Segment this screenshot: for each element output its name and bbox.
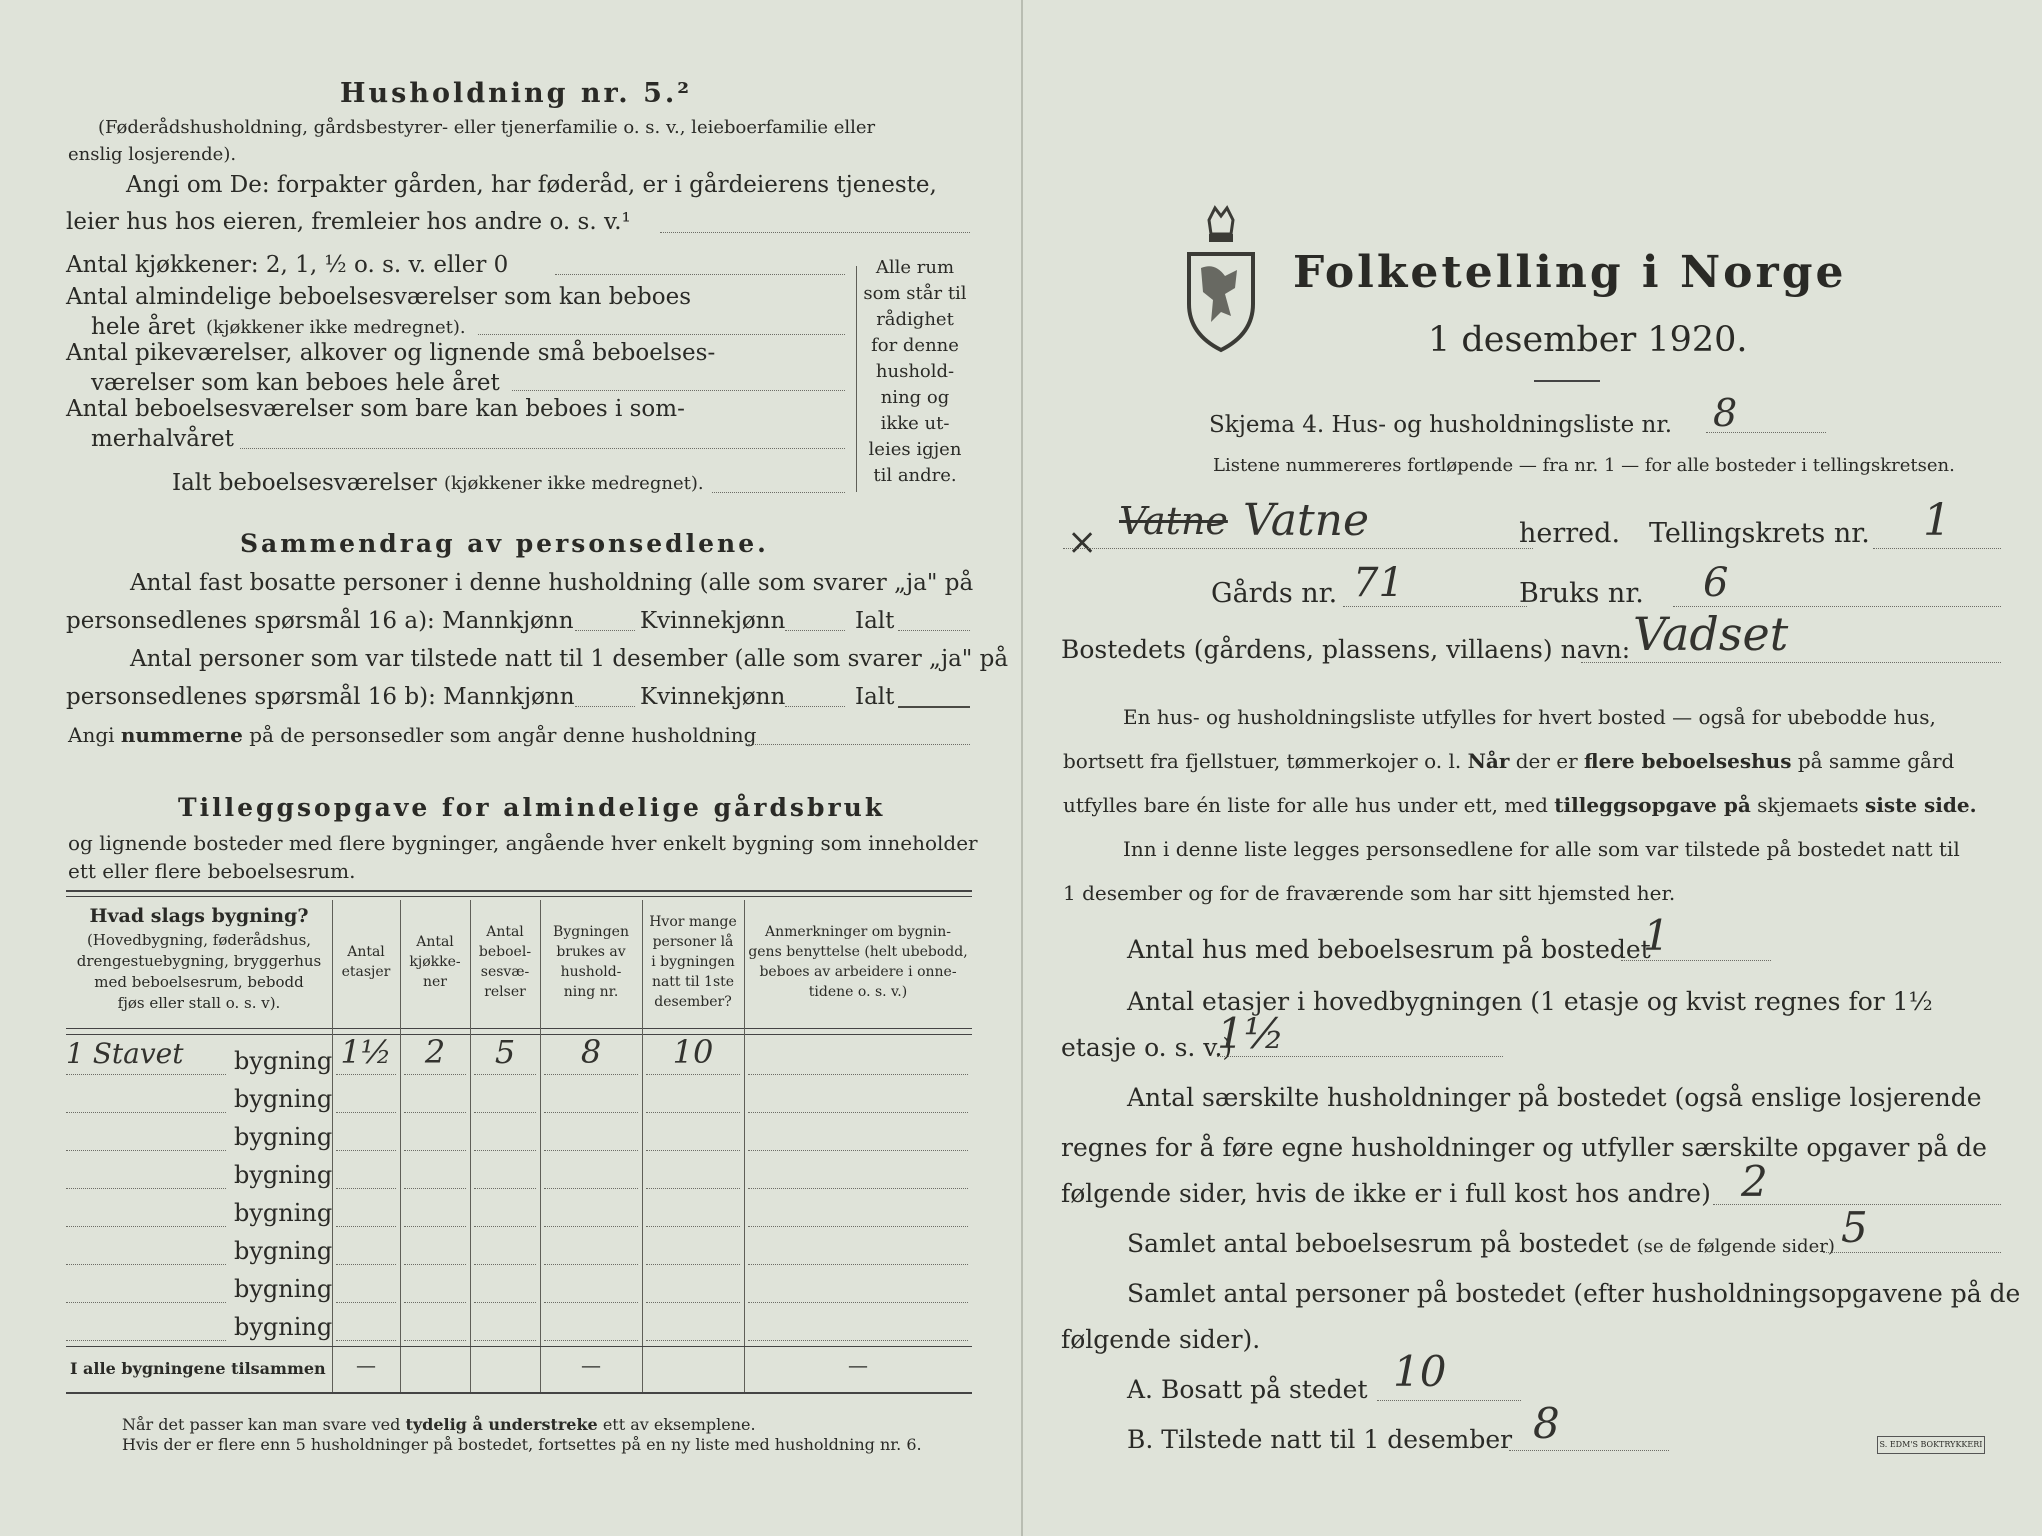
table-row-name-line[interactable]: [66, 1264, 226, 1265]
instruction-3-bold-2: siste side.: [1864, 793, 1977, 817]
table-cell-line: [544, 1340, 638, 1341]
present-total-label: Ialt: [855, 684, 895, 710]
houses-line: [1621, 960, 1771, 961]
floors-question-2: etasje o. s. v.): [1061, 1033, 1233, 1062]
schema-number[interactable]: 8: [1713, 391, 1738, 435]
person-numbers-post: på de personsedler som angår denne husholdning: [249, 723, 757, 747]
summer-rooms-question-2: merhalvåret: [91, 426, 234, 452]
present-line: [1509, 1450, 1669, 1451]
census-date: 1 desember 1920.: [1428, 320, 1748, 360]
households-question-3: følgende sider, hvis de ikke er i full kost hos andre): [1061, 1179, 1711, 1208]
table-cell-line: [404, 1074, 466, 1075]
side-note-line: Alle rum: [875, 257, 955, 278]
bosted-value[interactable]: Vadset: [1633, 607, 1789, 661]
instruction-3-pre: utfylles bare én liste for alle hus under ett, med: [1063, 793, 1548, 817]
norway-coat-of-arms-icon: [1181, 204, 1261, 354]
table-head-column-6: tidene o. s. v.): [808, 984, 908, 1000]
person-numbers-question: [68, 724, 756, 747]
table-top-rule-2: [66, 896, 972, 897]
present-value[interactable]: 8: [1533, 1399, 1560, 1448]
table-row-building-word: bygning: [234, 1047, 333, 1075]
table-head-column-6: Anmerkninger om bygnin-: [765, 924, 951, 940]
table-head-column-4: ning nr.: [563, 984, 619, 1000]
table-head-column-3: beboel-: [478, 944, 532, 960]
table-head-building-type-note: drengestuebygning, bryggerhus: [76, 952, 322, 970]
table-cell-line: [404, 1264, 466, 1265]
kitchens-question: Antal kjøkkener: 2, 1, ½ o. s. v. eller 0: [66, 252, 509, 278]
footnote-1-bold: tydelig å understreke: [405, 1415, 598, 1434]
small-rooms-answer-line[interactable]: [512, 390, 845, 391]
households-question-2: regnes for å føre egne husholdninger og utfyller særskilte opgaver på de: [1061, 1133, 1987, 1162]
table-cell-line: [646, 1150, 740, 1151]
table-head-column-1: etasjer: [341, 964, 391, 980]
rooms-line: [1823, 1252, 2001, 1253]
table-cell-line: [646, 1074, 740, 1075]
table-head-column-5: desember?: [654, 994, 732, 1010]
instruction-5: 1 desember og for de fraværende som har sitt hjemsted her.: [1063, 881, 1676, 905]
table-head-column-4: Bygningen: [553, 924, 629, 940]
census-title: Folketelling i Norge: [1293, 247, 1847, 298]
table-cell-line: [474, 1302, 536, 1303]
side-note-line: rådighet: [876, 309, 954, 330]
table-head-column-2: kjøkke-: [409, 954, 461, 970]
table-head-column-4: brukes av: [556, 944, 626, 960]
table-head-building-type-note: med beboelsesrum, bebodd: [94, 973, 304, 991]
tellingskrets-label: Tellingskrets nr.: [1649, 518, 1870, 549]
kitchens-answer-line[interactable]: [555, 274, 845, 275]
herred-value[interactable]: Vatne: [1243, 495, 1370, 546]
table-cell-line: [646, 1340, 740, 1341]
rooms-question: [1127, 1230, 1835, 1259]
table-cell-line: [748, 1226, 968, 1227]
floors-line: [1217, 1056, 1503, 1057]
resident-total-line[interactable]: [898, 630, 970, 631]
instruction-2-post: på samme gård: [1797, 749, 1955, 773]
rooms-question-text: Samlet antal beboelsesrum på bostedet: [1127, 1229, 1629, 1258]
table-cell-line: [544, 1150, 638, 1151]
supplement-text-2: ett eller flere beboelsesrum.: [68, 859, 356, 883]
table-cell-line: [474, 1340, 536, 1341]
floors-question-1: Antal etasjer i hovedbygningen (1 etasje og kvist regnes for 1½: [1127, 987, 1933, 1016]
herred-line: [1063, 548, 1533, 549]
table-cell-line: [336, 1150, 396, 1151]
houses-value[interactable]: 1: [1643, 911, 1670, 960]
rooms-year-question-2: hele året: [91, 314, 196, 340]
herred-cross-mark: ×: [1067, 522, 1098, 563]
tellingskrets-line: [1873, 548, 2001, 549]
person-numbers-line[interactable]: [748, 744, 970, 745]
households-value[interactable]: 2: [1741, 1157, 1768, 1206]
bruks-label: Bruks nr.: [1519, 578, 1644, 609]
rooms-year-note: (kjøkkener ikke medregnet).: [206, 317, 466, 338]
footnote-1: [122, 1416, 756, 1434]
side-note-line: til andre.: [873, 465, 957, 486]
side-note-line: ikke ut-: [880, 413, 950, 434]
table-cell-personer[interactable]: 10: [672, 1033, 714, 1071]
table-cell-line: [336, 1188, 396, 1189]
small-rooms-question-2: værelser som kan beboes hele året: [91, 370, 500, 396]
present-female-line[interactable]: [785, 706, 845, 707]
table-row-name-line[interactable]: [66, 1112, 226, 1113]
table-cell-line: [646, 1226, 740, 1227]
table-cell-line: [336, 1264, 396, 1265]
table-total-label: I alle bygningene tilsammen: [70, 1359, 326, 1378]
instruction-3: [1063, 794, 1977, 817]
rooms-year-answer-line[interactable]: [478, 334, 845, 335]
total-rooms-question: Ialt beboelsesværelser: [172, 470, 437, 496]
persons-question-2: følgende sider).: [1061, 1325, 1261, 1354]
table-cell-line: [474, 1112, 536, 1113]
footnote-1-post: ett av eksemplene.: [602, 1415, 756, 1434]
side-note-line: som står til: [863, 283, 967, 304]
table-cell-line: [404, 1340, 466, 1341]
table-row-building-word: bygning: [234, 1199, 333, 1227]
houses-question: Antal hus med beboelsesrum på bostedet: [1127, 935, 1651, 964]
table-row-name-line[interactable]: [66, 1074, 226, 1075]
table-row-building-word: bygning: [234, 1275, 333, 1303]
resident-total-label: Ialt: [855, 608, 895, 634]
footnote-1-pre: Når det passer kan man svare ved: [122, 1415, 401, 1434]
instruction-3-mid: skjemaets: [1757, 793, 1859, 817]
summary-title: Sammendrag av personsedlene.: [240, 529, 769, 558]
table-cell-line: [544, 1074, 638, 1075]
table-cell-line: [748, 1188, 968, 1189]
table-cell-line: [544, 1264, 638, 1265]
tellingskrets-value[interactable]: 1: [1923, 495, 1951, 546]
table-cell-line: [544, 1226, 638, 1227]
table-head-column-3: sesvæ-: [480, 964, 530, 980]
bruks-value[interactable]: 6: [1703, 560, 1729, 606]
printer-stamp: S. EDM'S BOKTRYKKERI: [1877, 1436, 1985, 1454]
table-total-dash: —: [848, 1353, 868, 1377]
table-cell-line: [474, 1264, 536, 1265]
table-cell-line: [336, 1112, 396, 1113]
table-cell-kjokkener[interactable]: 2: [424, 1033, 446, 1071]
table-total-rule: [66, 1346, 972, 1347]
total-rooms-note: (kjøkkener ikke medregnet).: [444, 473, 704, 494]
herred-struck-word: Vatne: [1119, 499, 1228, 543]
title-divider: [1534, 380, 1600, 382]
table-head-column-2: ner: [423, 974, 447, 990]
table-row-building-word: bygning: [234, 1313, 333, 1341]
table-cell-line: [404, 1226, 466, 1227]
instruction-2-mid: der er: [1515, 749, 1578, 773]
table-row-name-line[interactable]: [66, 1302, 226, 1303]
table-cell-line: [404, 1112, 466, 1113]
table-cell-etasjer[interactable]: 1½: [340, 1033, 392, 1071]
table-head-building-type-note: (Hovedbygning, føderådshus,: [86, 931, 312, 949]
table-head-column-4: hushold-: [560, 964, 622, 980]
present-question-1: Antal personer som var tilstede natt til 1 desember (alle som svarer „ja" på: [130, 646, 1009, 672]
table-cell-line: [646, 1188, 740, 1189]
table-cell-line: [748, 1074, 968, 1075]
table-cell-line: [748, 1264, 968, 1265]
instruction-2-pre: bortsett fra fjellstuer, tømmerkojer o. l.: [1063, 749, 1462, 773]
supplement-title: Tilleggsopgave for almindelige gårdsbruk: [178, 793, 886, 822]
tenure-answer-line[interactable]: [660, 232, 970, 233]
rooms-year-question-1: Antal almindelige beboelsesværelser som kan beboes: [66, 284, 692, 310]
tenure-question-1: Angi om De: forpakter gården, har føderåd, er i gårdeierens tjeneste,: [126, 172, 937, 198]
present-female-label: Kvinnekjønn: [640, 684, 786, 710]
table-head-column-5: personer lå: [652, 934, 734, 950]
person-numbers-pre: Angi: [68, 723, 115, 747]
table-head-column-5: natt til 1ste: [651, 974, 735, 990]
rooms-question-note: (se de følgende sider): [1636, 1236, 1835, 1257]
table-row-name-line[interactable]: [66, 1226, 226, 1227]
person-numbers-bold: nummerne: [120, 723, 243, 747]
instruction-2-bold-2: flere beboelseshus: [1584, 749, 1792, 773]
herred-label: herred.: [1519, 518, 1621, 549]
present-male-line[interactable]: [575, 706, 635, 707]
table-row-building-word: bygning: [234, 1085, 333, 1113]
table-cell-line: [474, 1150, 536, 1151]
table-row-building-word: bygning: [234, 1237, 333, 1265]
resident-question-2: personsedlenes spørsmål 16 a): Mannkjønn: [66, 608, 574, 634]
table-cell-vaerelser[interactable]: 5: [494, 1033, 516, 1071]
table-cell-line: [336, 1340, 396, 1341]
table-cell-line: [336, 1074, 396, 1075]
table-cell-line: [336, 1226, 396, 1227]
table-row-building-word: bygning: [234, 1161, 333, 1189]
schema-number-line: [1706, 432, 1826, 433]
instruction-4: Inn i denne liste legges personsedlene for alle som var tilstede på bostedet natt til: [1123, 837, 1960, 861]
total-rooms-answer-line[interactable]: [712, 492, 845, 493]
resident-value[interactable]: 10: [1393, 1347, 1447, 1396]
present-label: B. Tilstede natt til 1 desember: [1127, 1425, 1513, 1454]
table-head-column-3: relser: [484, 984, 526, 1000]
table-cell-line: [544, 1112, 638, 1113]
supplement-text-1: og lignende bosteder med flere bygninger, angående hver enkelt bygning som inneholder: [68, 831, 978, 855]
table-top-rule-1: [66, 890, 972, 892]
side-note-line: leies igjen: [868, 439, 962, 460]
resident-female-label: Kvinnekjønn: [640, 608, 786, 634]
present-total-line[interactable]: [898, 706, 970, 708]
table-cell-line: [748, 1112, 968, 1113]
table-cell-line: [544, 1188, 638, 1189]
persons-question-1: Samlet antal personer på bostedet (efter husholdningsopgavene på de: [1127, 1279, 2021, 1308]
table-cell-line: [404, 1188, 466, 1189]
resident-line: [1377, 1400, 1521, 1401]
summer-rooms-question-1: Antal beboelsesværelser som bare kan beboes i som-: [66, 396, 685, 422]
household-title: Husholdning nr. 5.²: [340, 78, 693, 109]
table-cell-line: [646, 1112, 740, 1113]
table-cell-line: [474, 1226, 536, 1227]
table-cell-line: [748, 1340, 968, 1341]
table-row-name-line[interactable]: [66, 1188, 226, 1189]
tenure-question-2: leier hus hos eieren, fremleier hos andre o. s. v.¹: [66, 209, 631, 235]
table-cell-line: [474, 1074, 536, 1075]
bosted-label: Bostedets (gårdens, plassens, villaens) navn:: [1061, 635, 1631, 664]
instruction-3-bold: tilleggsopgave på: [1554, 793, 1751, 817]
table-total-dash: —: [356, 1353, 376, 1377]
present-question-2: personsedlenes spørsmål 16 b): Mannkjønn: [66, 684, 575, 710]
households-question-1: Antal særskilte husholdninger på bostedet (også enslige losjerende: [1127, 1083, 1982, 1112]
table-row-name-line[interactable]: [66, 1150, 226, 1151]
table-head-column-3: Antal: [486, 924, 524, 940]
resident-female-line[interactable]: [785, 630, 845, 631]
rooms-value[interactable]: 5: [1841, 1203, 1868, 1252]
table-head-column-6: beboes av arbeidere i onne-: [759, 964, 957, 980]
table-head-column-1: Antal: [347, 944, 385, 960]
table-cell-line: [646, 1302, 740, 1303]
table-cell-line: [336, 1302, 396, 1303]
table-cell-husholdning[interactable]: 8: [580, 1033, 602, 1071]
numbering-note: Listene nummereres fortløpende — fra nr. 1 — for alle bosteder i tellingskretsen.: [1213, 455, 1955, 476]
table-cell-line: [404, 1150, 466, 1151]
table-head-column-5: i bygningen: [651, 954, 735, 970]
summer-rooms-answer-line[interactable]: [240, 448, 845, 449]
small-rooms-question-1: Antal pikeværelser, alkover og lignende små beboelses-: [66, 340, 716, 366]
gards-label: Gårds nr.: [1211, 578, 1338, 609]
table-cell-line: [404, 1302, 466, 1303]
footnote-2: Hvis der er flere enn 5 husholdninger på bostedet, fortsettes på en ny liste med husholdning nr. 6.: [122, 1435, 922, 1454]
bosted-line: [1581, 662, 2001, 663]
gards-line: [1343, 606, 1527, 607]
table-cell-line: [544, 1302, 638, 1303]
resident-male-line[interactable]: [575, 630, 635, 631]
table-head-column-2: Antal: [416, 934, 454, 950]
household-intro-2: enslig losjerende).: [68, 144, 237, 165]
schema-label: Skjema 4. Hus- og husholdningsliste nr.: [1209, 412, 1673, 438]
side-note-line: for denne: [871, 335, 959, 356]
table-cell-line: [646, 1264, 740, 1265]
instruction-2-bold-1: Når: [1467, 749, 1510, 773]
table-row-building-word: bygning: [234, 1123, 333, 1151]
right-page: [1021, 0, 2042, 1536]
table-head-building-type-note: fjøs eller stall o. s. v).: [117, 994, 281, 1012]
gards-value[interactable]: 71: [1353, 560, 1404, 606]
household-intro-1: (Føderådshusholdning, gårdsbestyrer- eller tjenerfamilie o. s. v., leieboerfamilie eller: [98, 117, 876, 138]
resident-question-1: Antal fast bosatte personer i denne husholdning (alle som svarer „ja" på: [130, 570, 974, 596]
table-head-column-6: gens benyttelse (helt ubebodd,: [748, 944, 968, 960]
bracket-line: [856, 266, 857, 492]
table-total-dash: —: [581, 1353, 601, 1377]
side-note-line: ning og: [880, 387, 950, 408]
table-bottom-rule: [66, 1392, 972, 1394]
table-cell-line: [748, 1302, 968, 1303]
table-header-rule: [66, 1028, 972, 1029]
table-head-building-type: Hvad slags bygning?: [89, 905, 309, 927]
table-cell-line: [474, 1188, 536, 1189]
table-row-name-line[interactable]: [66, 1340, 226, 1341]
instruction-2: [1063, 750, 1954, 773]
instruction-1: En hus- og husholdningsliste utfylles for hvert bosted — også for ubebodde hus,: [1123, 705, 1936, 729]
side-note-line: hushold-: [875, 361, 955, 382]
table-row-building-name[interactable]: 1 Stavet: [66, 1037, 184, 1070]
resident-label: A. Bosatt på stedet: [1127, 1375, 1368, 1404]
table-head-column-5: Hvor mange: [649, 914, 737, 930]
table-cell-line: [748, 1150, 968, 1151]
floors-value[interactable]: 1½: [1217, 1009, 1285, 1058]
